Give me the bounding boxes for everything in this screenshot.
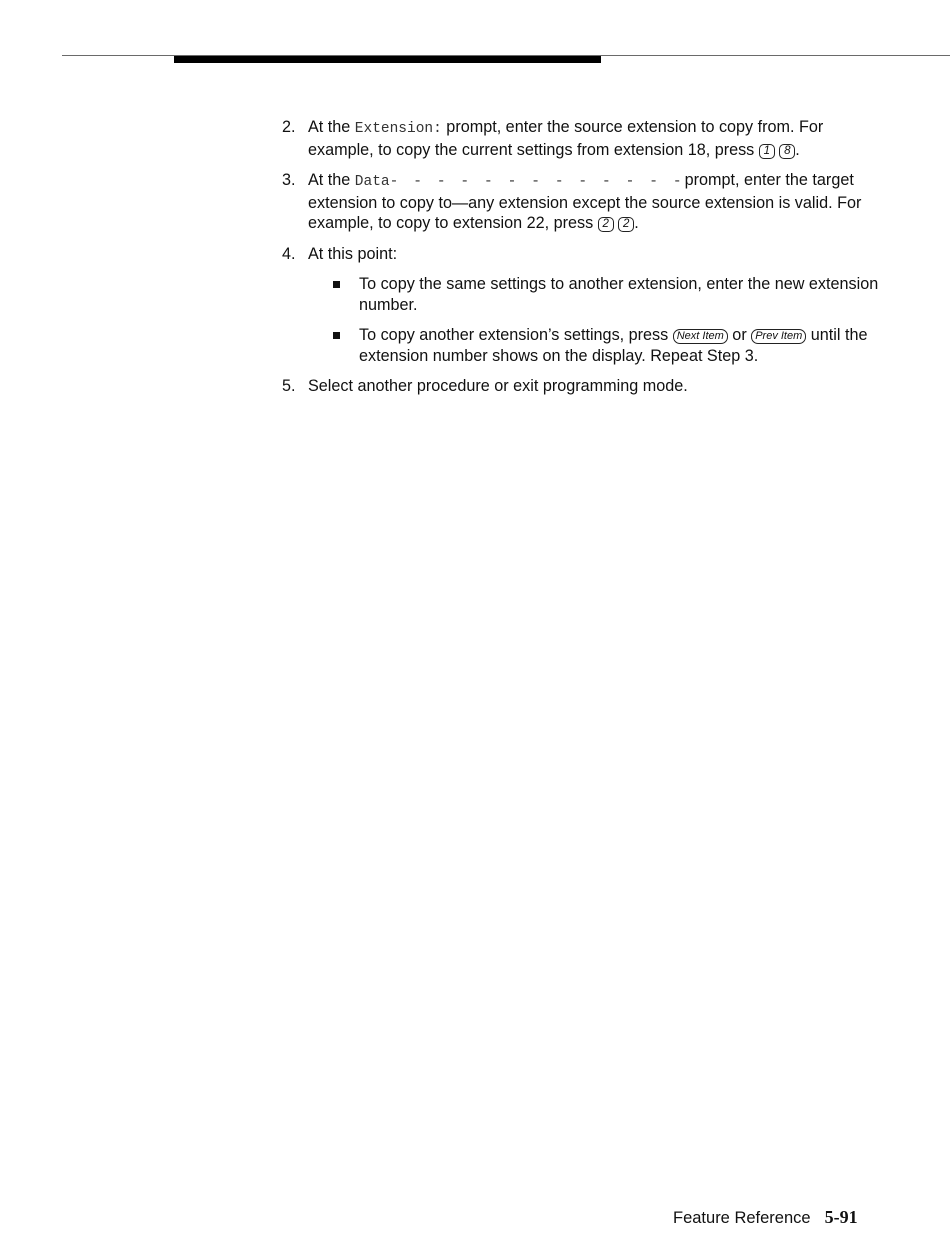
square-bullet-icon (333, 281, 340, 288)
step-number: 4. (282, 244, 296, 263)
square-bullet-icon (333, 332, 340, 339)
header-rule-thick (174, 56, 601, 63)
step-2 (282, 117, 882, 160)
step-number: 5. (282, 377, 296, 395)
bullet-text: To copy another extension’s settings, press (359, 326, 673, 344)
dial-key-2: 2 (598, 217, 614, 232)
page-footer (673, 1207, 858, 1228)
step-text: At the (308, 171, 355, 189)
step-text: At this point: (308, 244, 398, 263)
bullet-text: or (727, 326, 752, 344)
step-4 (282, 244, 882, 265)
step-text: At the (308, 118, 355, 136)
step-text: . (634, 214, 639, 232)
procedure-steps (282, 117, 882, 407)
step-text: prompt, enter the target extension to copy to—any extension except the source extension is valid. For example, to copy to extension 22, press (308, 171, 862, 232)
step-4-options (308, 274, 882, 366)
page-number: 5-91 (824, 1207, 858, 1227)
list-item (308, 325, 882, 366)
bullet-text: To copy the same settings to another extension, enter the new extension number. (359, 275, 879, 314)
step-3 (282, 170, 882, 234)
display-prompt: Extension: (354, 121, 442, 137)
dial-key-1: 1 (759, 144, 775, 159)
display-prompt: Data (354, 174, 390, 190)
step-5 (282, 376, 882, 397)
prev-item-key: Prev Item (751, 329, 806, 344)
next-item-key: Next Item (673, 329, 728, 344)
bullet-text: until the extension number shows on the display. Repeat Step 3. (359, 326, 868, 365)
step-text: . (795, 140, 800, 159)
step-number: 2. (282, 118, 296, 136)
step-text: Select another procedure or exit programming mode. (308, 377, 688, 395)
footer-section-title: Feature Reference (673, 1209, 811, 1227)
step-text: prompt, enter the source extension to copy from. For example, to copy the current settings from extension 18, press (308, 118, 824, 159)
step-number: 3. (282, 171, 296, 189)
dial-key-8: 8 (779, 144, 795, 159)
display-prompt-dashes: - - - - - - - - - - - - - (389, 174, 685, 190)
dial-key-2: 2 (618, 217, 634, 232)
list-item (308, 274, 882, 315)
